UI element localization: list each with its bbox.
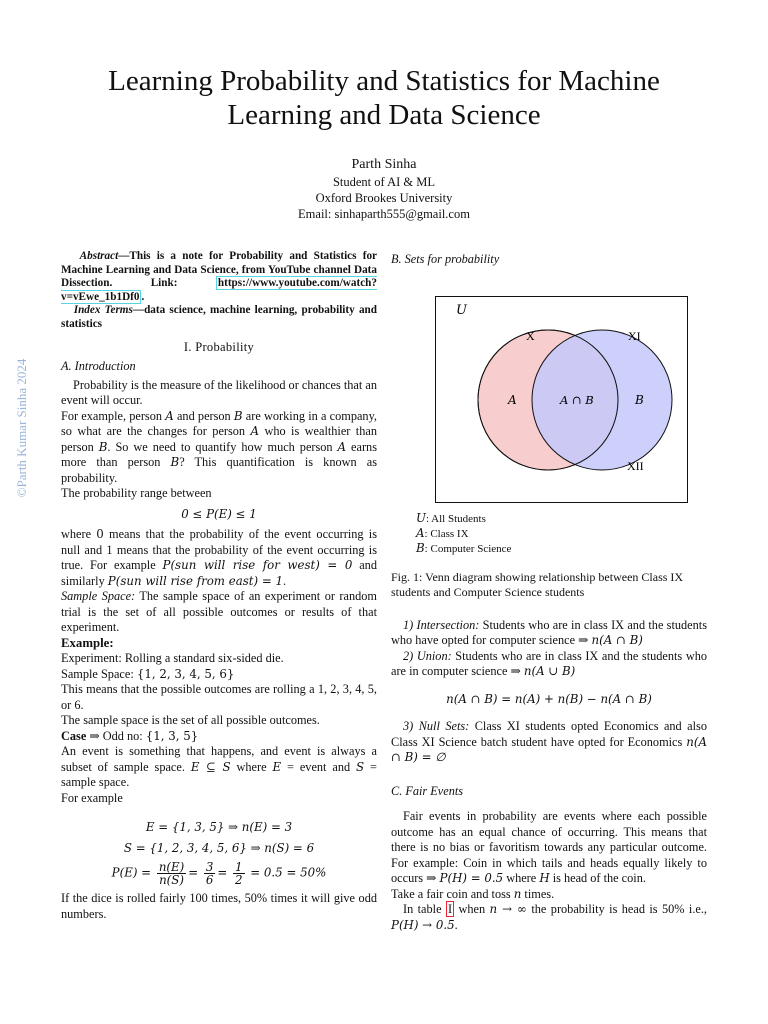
text-span: who is wealthier than person (61, 424, 377, 454)
text-span: ? This quantification is known as probability. (61, 455, 377, 485)
text-span: Class XI students opted Economics and also Class XI Science batch student have opted for Economics (391, 719, 707, 749)
text-span: Students who are in class IX and the students who are in computer science ⇒ (391, 648, 707, 678)
null-sets-item (391, 719, 707, 766)
math-b: B (233, 408, 243, 423)
text-span: The sample space of an experiment or random trial is the set of all possible outcomes or results of that experiment. (61, 589, 377, 635)
numerator: n(E) (158, 860, 185, 875)
left-column (61, 250, 377, 922)
toss-line (391, 887, 707, 903)
eq-rhs: = 0.5 = 50% (250, 865, 327, 880)
fair-events-paragraph (391, 809, 707, 887)
subsection-sets: B. Sets for probability (391, 252, 500, 266)
venn-svg (436, 297, 687, 502)
text-span: Sample Space: (61, 666, 137, 681)
sample-space-lead: Sample Space: (61, 589, 136, 604)
text-span: Fair events in probability are events where each possible outcome has an equal chance of occurring. This means that there is no bias or favoritism towards any particular outcome. For example: Coin in which tails and heads equally likely to occurs ⇒ (391, 809, 707, 885)
text-span: the probability is head is 50% i.e., (526, 902, 707, 916)
index-terms-lead: Index Terms (73, 304, 133, 317)
subsection-introduction: A. Introduction (61, 359, 136, 374)
math-a: A (337, 439, 347, 454)
intro-paragraph: Probability is the measure of the likelihood or chances that an event will occur. (61, 377, 377, 408)
equation-n-s: S = {1, 2, 3, 4, 5, 6} ⇒ n(S) = 6 (123, 840, 315, 855)
legend-symbol: B (416, 540, 425, 555)
venn-label-xii: XII (627, 458, 644, 473)
text-span: and person (173, 408, 234, 423)
math-set: {1, 3, 5} (145, 728, 199, 743)
example-paragraph (61, 409, 377, 487)
legend-item (416, 511, 707, 526)
fraction (204, 861, 216, 886)
section-heading-probability: I. Probability (183, 339, 255, 354)
legend-item (416, 526, 707, 541)
index-terms (61, 304, 377, 331)
math-a: A (250, 424, 260, 439)
math-sun-west: P(sun will rise for west) = 0 (162, 558, 353, 573)
author-role: Student of AI & ML (332, 175, 436, 189)
text-span: where (503, 871, 540, 885)
author-email: Email: sinhaparth555@gmail.com (298, 207, 470, 221)
numerator: 3 (205, 860, 214, 875)
case-line (61, 729, 377, 745)
range-intro: The probability range between (61, 486, 212, 501)
fraction (157, 861, 186, 886)
text-span: In table (403, 902, 446, 916)
math-h: H (539, 871, 550, 885)
event-paragraph (61, 744, 377, 791)
text-span: means that the probability of the event occurring is null and 1 means that the probability of the event occurring is true. For example (61, 527, 377, 573)
math-intersection: n(A ∩ B) (591, 633, 643, 647)
union-item (391, 649, 707, 680)
numerator: 1 (235, 860, 243, 875)
text-span: . (454, 917, 458, 932)
copyright-watermark: ©Parth Kumar Sinha 2024 (14, 358, 29, 498)
legend-symbol: A (416, 525, 425, 540)
dice-paragraph: If the dice is rolled fairly 100 times, 50% times it will give odd numbers. (61, 891, 377, 921)
for-example: For example (61, 790, 123, 805)
range-explanation (61, 527, 377, 589)
abstract-text: —This is a note for Probability and Statistics for Machine Learning and Data Science, from YouTube channel Data Dissection. Link: (61, 250, 377, 290)
venn-legend (416, 511, 707, 556)
union-equation: n(A ∩ B) = n(A) + n(B) − n(A ∩ B) (446, 691, 652, 706)
math-subset: E ⊆ S (190, 759, 231, 774)
venn-label-universe: U (456, 302, 467, 318)
text-span: ⇒ Odd no: (86, 728, 146, 743)
paper-title: Learning Probability and Statistics for Machine Learning and Data Science (108, 65, 660, 131)
legend-item (416, 541, 707, 556)
sample-space-line (61, 667, 377, 683)
outcomes-line: This means that the possible outcomes are rolling a 1, 2, 3, 4, 5, or 6. (61, 682, 377, 712)
text-span: For example, person (61, 408, 166, 423)
denominator: 6 (205, 873, 214, 888)
venn-set-b: B (635, 392, 644, 407)
abstract-link[interactable]: https://www.youtube.com/watch?v=vEwe_1b1Df0 (61, 277, 377, 303)
item-lead: 2) Union: (403, 648, 452, 663)
text-span: An event is something that happens, and event is always a subset of sample space. (61, 744, 377, 774)
math-p-h: P(H) = 0.5 (439, 871, 504, 885)
math-a: A (165, 408, 174, 423)
experiment-line: Experiment: Rolling a standard six-sided die. (61, 651, 284, 666)
equation-p-e: P(E) = $\frac{n(E)}{n(S)}$ = $\frac{3}{6}$ = $\frac{1}{2}$ = 0.5 = 50% (111, 860, 327, 888)
math-union: n(A ∪ B) (523, 664, 576, 678)
math-zero: 0 (96, 527, 104, 542)
item-lead: 3) Null Sets: (403, 719, 470, 733)
table-ref-link[interactable]: I (447, 902, 453, 916)
case-label: Case (61, 728, 87, 743)
venn-circle-b (532, 330, 672, 470)
legend-symbol: U (416, 510, 426, 525)
text-span: = sample space. (61, 759, 377, 790)
math-b: B (98, 439, 108, 454)
intersection-item (391, 618, 707, 649)
text-span: are working in a company, so what are the changes for person (61, 408, 377, 439)
math-null: n(A ∩ B) = ∅ (391, 734, 707, 764)
math-p-h-limit: P(H) → 0.5 (391, 917, 455, 932)
author-university: Oxford Brookes University (315, 191, 453, 205)
right-column (391, 250, 707, 933)
math-e: E (272, 759, 282, 774)
item-lead: 1) Intersection: (403, 617, 480, 632)
subsection-fair-events: C. Fair Events (391, 783, 464, 798)
venn-label-xi: XI (628, 328, 641, 343)
venn-diagram (435, 296, 688, 503)
abstract-link-tail: . (141, 290, 145, 303)
text-span: where (61, 527, 97, 542)
text-span: = event and (281, 759, 357, 774)
range-equation: 0 ≤ P(E) ≤ 1 (181, 506, 257, 521)
abstract-lead: Abstract (79, 250, 119, 262)
venn-label-x: X (526, 328, 535, 343)
text-span: . (283, 573, 287, 588)
denominator: n(S) (159, 873, 184, 888)
sample-space-definition: The sample space is the set of all possible outcomes. (61, 713, 320, 728)
index-terms-text: —data science, machine learning, probability and statistics (61, 304, 378, 330)
text-span: and similarly (61, 558, 377, 588)
legend-text: : Class IX (424, 527, 469, 540)
author-name: Parth Sinha (351, 157, 417, 172)
text-span: Take a fair coin and toss (391, 886, 514, 901)
math-limit: n → ∞ (489, 902, 527, 916)
legend-text: : Computer Science (424, 542, 512, 555)
text-span: Students who are in class IX and the students who have opted for computer science ⇒ (391, 617, 707, 647)
math-sun-east: P(sun will rise from east) = 1 (107, 573, 284, 588)
math-n: n (513, 886, 522, 901)
venn-intersection: A ∩ B (560, 392, 594, 407)
figure-caption: Fig. 1: Venn diagram showing relationship between Class IX students and Computer Science students (391, 569, 684, 599)
text-span: . So we need to quantify how much person (107, 439, 338, 454)
legend-text: : All Students (425, 512, 486, 525)
equation-n-e: E = {1, 3, 5} ⇒ n(E) = 3 (145, 820, 293, 835)
author-block (184, 156, 584, 222)
example-label: Example: (61, 635, 114, 650)
text-span: is head of the coin. (549, 871, 646, 885)
sample-space-paragraph (61, 589, 377, 636)
math-b: B (170, 455, 180, 470)
math-s: S (356, 759, 365, 774)
venn-set-a: A (508, 392, 517, 407)
table-paragraph (391, 902, 707, 933)
abstract (61, 250, 377, 304)
text-span: times. (521, 886, 555, 901)
eq-lhs: P(E) = (111, 865, 152, 880)
text-span: where (230, 759, 273, 774)
fraction (233, 861, 245, 886)
text-span: earns more than person (61, 439, 377, 470)
denominator: 2 (235, 873, 243, 888)
math-set: {1, 2, 3, 4, 5, 6} (136, 666, 235, 681)
text-span: when (454, 902, 490, 916)
